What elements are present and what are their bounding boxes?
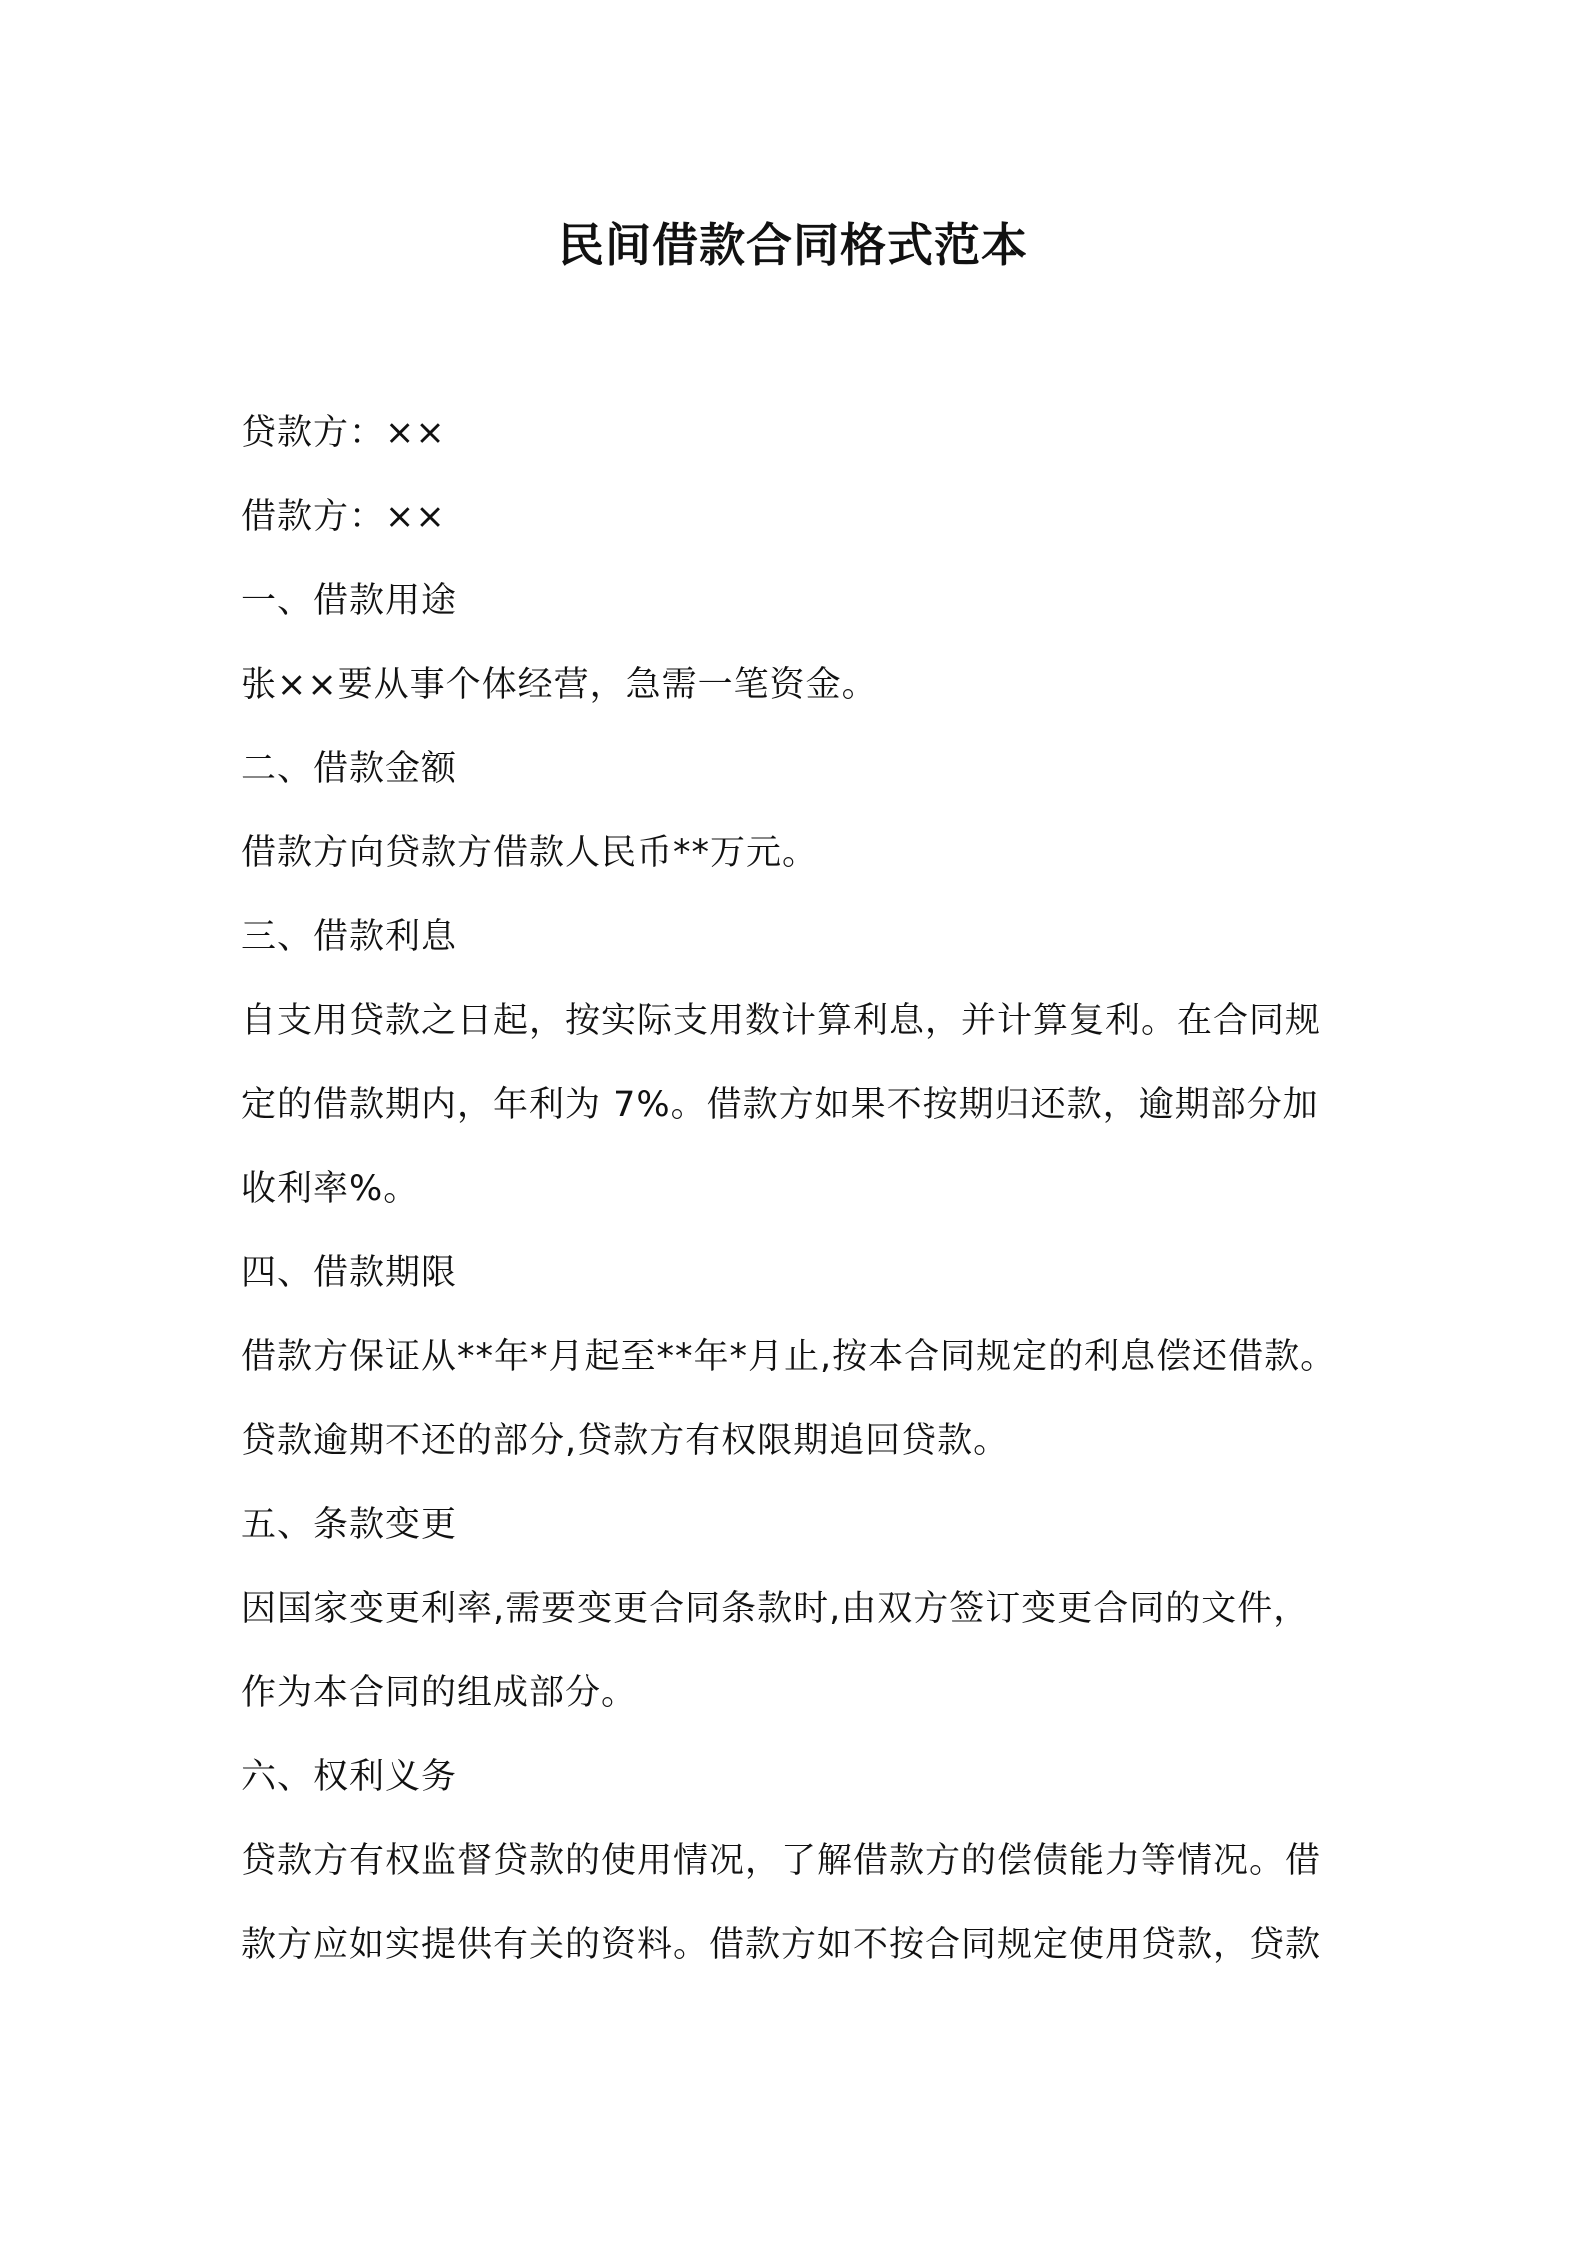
section-heading-changes: 五、条款变更 [241,1505,458,1545]
paragraph-line: 自支用贷款之日起，按实际支用数计算利息，并计算复利。在合同规 [241,1001,1322,1041]
section-heading-purpose: 一、借款用途 [241,581,458,621]
lender-line: 贷款方：×× [241,413,446,453]
paragraph-line: 作为本合同的组成部分。 [241,1673,638,1713]
paragraph-line: 定的借款期内，年利为 7%。借款方如果不按期归还款，逾期部分加 [241,1085,1319,1125]
section-heading-amount: 二、借款金额 [241,749,458,789]
paragraph-line: 因国家变更利率,需要变更合同条款时,由双方签订变更合同的文件， [241,1589,1310,1629]
paragraph-line: 款方应如实提供有关的资料。借款方如不按合同规定使用贷款，贷款 [241,1925,1322,1965]
section-heading-rights: 六、权利义务 [241,1757,458,1797]
paragraph-line: 收利率%。 [241,1169,420,1209]
document-title: 民间借款合同格式范本 [558,218,1028,272]
borrower-line: 借款方：×× [241,497,446,537]
paragraph-line: 张××要从事个体经营，急需一笔资金。 [241,665,878,705]
paragraph-line: 贷款逾期不还的部分,贷款方有权限期追回贷款。 [241,1421,1010,1461]
section-heading-term: 四、借款期限 [241,1253,458,1293]
paragraph-line: 贷款方有权监督贷款的使用情况，了解借款方的偿债能力等情况。借 [241,1841,1322,1881]
section-heading-interest: 三、借款利息 [241,917,458,957]
paragraph-line: 借款方向贷款方借款人民币**万元。 [241,833,819,873]
paragraph-line: 借款方保证从**年*月起至**年*月止,按本合同规定的利息偿还借款。 [241,1337,1337,1377]
